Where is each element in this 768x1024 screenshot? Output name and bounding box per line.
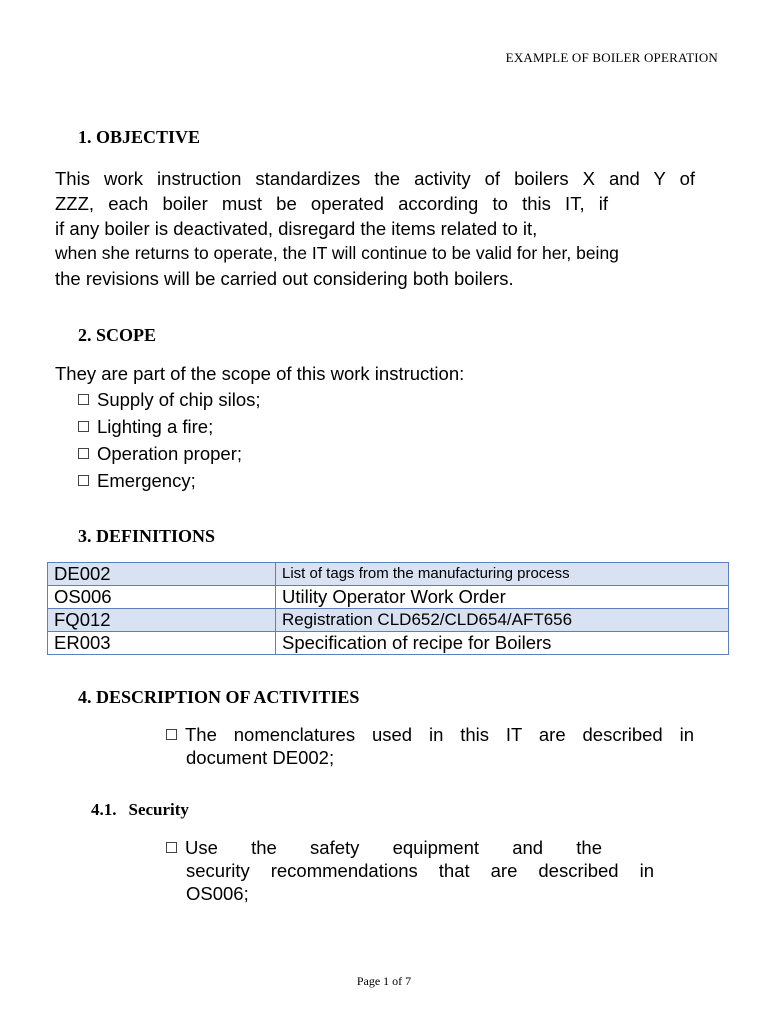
scope-list: [78, 386, 261, 494]
objective-line: This work instruction standardizes the activity of boilers X and Y of: [55, 168, 695, 189]
table-row: [48, 586, 729, 609]
security-line: security recommendations that are described in: [186, 860, 654, 881]
activities-heading: 4. DESCRIPTION OF ACTIVITIES: [78, 687, 360, 707]
checkbox-bullet-icon: [78, 421, 89, 432]
definition-description: List of tags from the manufacturing process: [276, 563, 729, 586]
list-item: Lighting a fire;: [78, 413, 261, 440]
table-row: [48, 609, 729, 632]
checkbox-bullet-icon: [78, 394, 89, 405]
table-row: [48, 632, 729, 655]
definition-code: FQ012: [48, 609, 276, 632]
table-row: [48, 563, 729, 586]
security-line: Use the safety equipment and the: [166, 836, 602, 859]
definition-code: DE002: [48, 563, 276, 586]
page-number-footer: Page 1 of 7: [356, 974, 412, 988]
checkbox-bullet-icon: [78, 475, 89, 486]
definition-description: Specification of recipe for Boilers: [276, 632, 729, 655]
objective-line: when she returns to operate, the IT will continue to be valid for her, being: [55, 243, 619, 263]
list-item: Emergency;: [78, 467, 261, 494]
definitions-heading: 3. DEFINITIONS: [78, 526, 216, 546]
security-item: [166, 836, 654, 905]
checkbox-bullet-icon: [78, 448, 89, 459]
scope-intro: [55, 361, 695, 386]
objective-paragraph: [55, 166, 695, 291]
objective-line: the revisions will be carried out considering both boilers.: [55, 268, 514, 289]
activity-item: [166, 723, 694, 769]
checkbox-bullet-icon: [166, 729, 177, 740]
objective-line: if any boiler is deactivated, disregard the items related to it,: [55, 218, 538, 239]
objective-line: ZZZ, each boiler must be operated according to this IT, if: [55, 193, 608, 214]
scope-intro-text: They are part of the scope of this work instruction:: [55, 363, 465, 384]
list-item: Operation proper;: [78, 440, 261, 467]
document-header-title: EXAMPLE OF BOILER OPERATION: [505, 50, 718, 65]
definition-description: Utility Operator Work Order: [276, 586, 729, 609]
definition-description: Registration CLD652/CLD654/AFT656: [276, 609, 729, 632]
definitions-table: [47, 562, 729, 655]
definition-code: OS006: [48, 586, 276, 609]
objective-heading: 1. OBJECTIVE: [78, 127, 201, 147]
security-heading: 4.1. Security: [91, 800, 189, 819]
definition-code: ER003: [48, 632, 276, 655]
checkbox-bullet-icon: [166, 842, 177, 853]
activity-line: document DE002;: [186, 747, 335, 768]
security-line: OS006;: [186, 883, 249, 904]
scope-heading: 2. SCOPE: [78, 325, 157, 345]
activity-line: The nomenclatures used in this IT are described in: [166, 723, 694, 746]
list-item: Supply of chip silos;: [78, 386, 261, 413]
